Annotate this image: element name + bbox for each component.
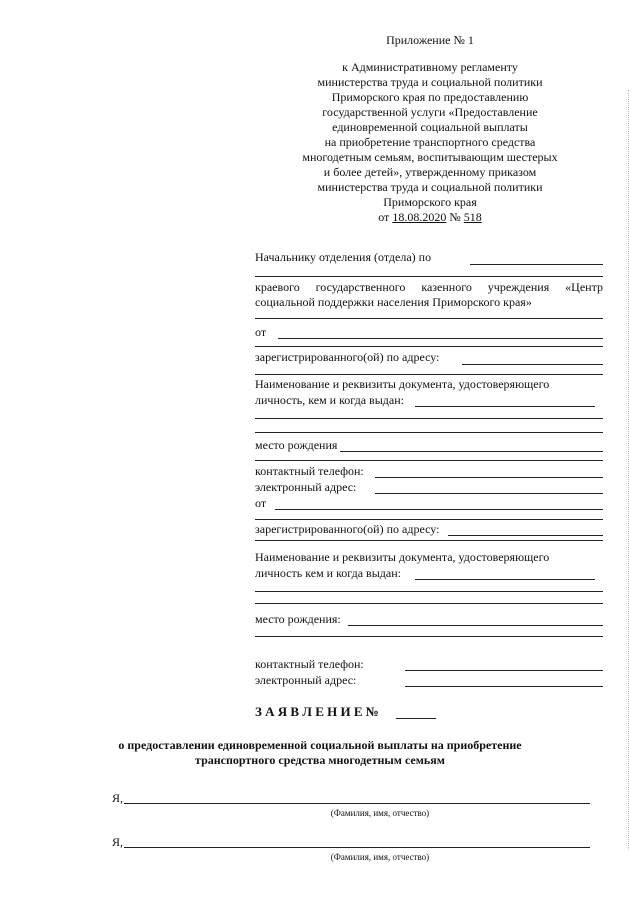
- birthplace-label: место рождения:: [255, 612, 341, 626]
- statement-title: [255, 704, 379, 720]
- applicant-name-field-continued[interactable]: [255, 519, 603, 520]
- email-label: электронный адрес:: [255, 673, 357, 687]
- id-document-field[interactable]: [415, 579, 595, 580]
- id-document-label: личность кем и когда выдан:: [255, 566, 401, 580]
- statement-subtitle: транспортного средства многодетным семьям: [195, 753, 445, 767]
- birthplace-field-continued[interactable]: [255, 636, 603, 637]
- birthplace-field[interactable]: [340, 451, 603, 452]
- statement-subtitle: о предоставлении единовременной социальной выплаты на приобретение: [118, 738, 522, 752]
- id-document-field[interactable]: [415, 406, 595, 407]
- department-field-continued[interactable]: [255, 276, 603, 277]
- id-document-label: личность, кем и когда выдан:: [255, 393, 404, 407]
- order-date-line: [270, 210, 590, 225]
- header-line: Приморского края по предоставлению: [331, 90, 529, 104]
- phone-label: контактный телефон:: [255, 657, 364, 671]
- header-line: министерства труда и социальной политики: [317, 75, 543, 89]
- from-label: от: [255, 325, 267, 339]
- header-line: и более детей», утвержденному приказом: [323, 165, 537, 179]
- phone-label: контактный телефон:: [255, 464, 364, 478]
- header-line: к Административному регламенту: [342, 60, 518, 74]
- date-prefix: от: [378, 210, 390, 224]
- id-document-field-continued[interactable]: [255, 591, 603, 592]
- id-document-field-continued[interactable]: [255, 432, 603, 433]
- id-document-label: Наименование и реквизиты документа, удостоверяющего: [255, 550, 550, 564]
- email-field[interactable]: [375, 493, 603, 494]
- address-label: зарегистрированного(ой) по адресу:: [255, 522, 440, 536]
- signer-prefix: Я,: [112, 791, 124, 805]
- applicant-name-field-continued[interactable]: [255, 346, 603, 347]
- full-name-caption: (Фамилия, имя, отчество): [330, 808, 430, 818]
- full-name-caption: (Фамилия, имя, отчество): [330, 852, 430, 862]
- applicant-name-field[interactable]: [278, 338, 603, 339]
- birthplace-field[interactable]: [348, 625, 603, 626]
- header-line: многодетным семьям, воспитывающим шестерых: [302, 150, 558, 164]
- statement-number-field[interactable]: [396, 718, 436, 719]
- address-field[interactable]: [448, 535, 603, 536]
- address-label: зарегистрированного(ой) по адресу:: [255, 350, 440, 364]
- id-document-label: Наименование и реквизиты документа, удостоверяющего: [255, 377, 550, 391]
- order-date: 18.08.2020: [392, 210, 447, 224]
- email-field[interactable]: [405, 686, 603, 687]
- birthplace-field-continued[interactable]: [255, 460, 603, 461]
- address-field[interactable]: [462, 364, 603, 365]
- department-field[interactable]: [470, 264, 603, 265]
- applicant-name-field[interactable]: [275, 509, 603, 510]
- birthplace-label: место рождения: [255, 438, 338, 452]
- statement-title-text: З А Я В Л Е Н И Е №: [255, 704, 379, 719]
- institution-line: социальной поддержки населения Приморского края»: [255, 295, 532, 309]
- header-line: государственной услуги «Предоставление: [322, 105, 538, 119]
- from-label: от: [255, 496, 267, 510]
- appendix-title: Приложение № 1: [386, 33, 474, 47]
- addressee-label: Начальнику отделения (отдела) по: [255, 250, 432, 264]
- full-name-field[interactable]: [124, 803, 590, 804]
- order-number: 518: [463, 210, 482, 224]
- header-line: министерства труда и социальной политики: [317, 180, 543, 194]
- blank-line[interactable]: [255, 318, 603, 319]
- full-name-field[interactable]: [124, 847, 590, 848]
- address-field-continued[interactable]: [255, 540, 603, 541]
- id-document-field-continued[interactable]: [255, 603, 603, 604]
- scan-edge-artifact: [628, 90, 630, 850]
- id-document-field-continued[interactable]: [255, 418, 603, 419]
- number-sign: №: [449, 210, 461, 224]
- header-line: Приморского края: [383, 195, 477, 209]
- email-label: электронный адрес:: [255, 480, 357, 494]
- header-line: на приобретение транспортного средства: [324, 135, 536, 149]
- signer-prefix: Я,: [112, 835, 124, 849]
- header-line: единовременной социальной выплаты: [332, 120, 528, 134]
- phone-field[interactable]: [375, 477, 603, 478]
- address-field-continued[interactable]: [255, 374, 603, 375]
- phone-field[interactable]: [405, 670, 603, 671]
- institution-line: краевого государственного казенного учреждения «Центр: [255, 280, 603, 294]
